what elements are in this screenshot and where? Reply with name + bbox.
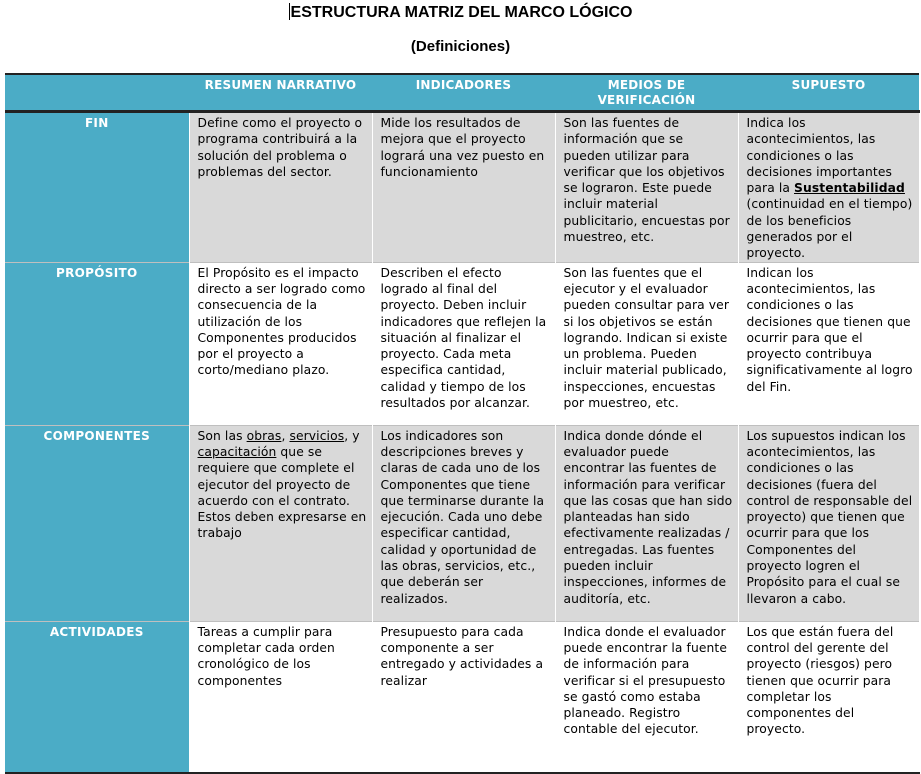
row-proposito xyxy=(5,262,919,425)
document-title xyxy=(0,3,921,22)
componentes-sep-2: , y xyxy=(344,428,360,443)
row-label-proposito: PROPÓSITO xyxy=(5,262,189,425)
componentes-servicios-term: servicios xyxy=(289,428,345,443)
text-cursor xyxy=(289,3,290,20)
row-label-actividades: ACTIVIDADES xyxy=(5,621,189,773)
cell-fin-medios: Son las fuentes de información que se pueden utilizar para verificar que los objetivos se lograron. Este puede incluir material publicitario, encuestas por muestreo, etc. xyxy=(555,112,738,263)
header-row xyxy=(5,74,919,112)
row-label-componentes: COMPONENTES xyxy=(5,425,189,621)
header-medios-verificacion: MEDIOS DE VERIFICACIÓN xyxy=(555,74,738,112)
cell-fin-supuesto xyxy=(738,112,919,263)
cell-actividades-medios: Indica donde el evaluador puede encontrar la fuente de información para verificar si el presupuesto se gastó como estaba planeado. Registro contable del ejecutor. xyxy=(555,621,738,773)
header-supuesto: SUPUESTO xyxy=(738,74,919,112)
cell-actividades-supuesto: Los que están fuera del control del gerente del proyecto (riesgos) pero tienen que ocurrir para completar los componentes del proyecto. xyxy=(738,621,919,773)
row-actividades xyxy=(5,621,919,773)
document-subtitle: (Definiciones) xyxy=(410,38,511,55)
componentes-resumen-text-a: Son las xyxy=(197,428,243,443)
cell-actividades-resumen: Tareas a cumplir para completar cada orden cronológico de los componentes xyxy=(189,621,372,773)
fin-supuesto-text-a: Indica los acontecimientos, las condiciones o las decisiones importantes para la xyxy=(746,116,892,196)
cell-fin-indicadores: Mide los resultados de mejora que el proyecto logrará una vez puesto en funcionamiento xyxy=(372,112,555,263)
header-resumen-narrativo: RESUMEN NARRATIVO xyxy=(189,74,372,112)
fin-supuesto-text-c: (continuidad en el tiempo) de los beneficios generados por el proyecto. xyxy=(746,197,913,261)
cell-componentes-resumen xyxy=(189,425,372,621)
header-indicadores: INDICADORES xyxy=(372,74,555,112)
header-blank xyxy=(5,74,189,112)
cell-componentes-medios: Indica donde dónde el evaluador puede encontrar las fuentes de información para verificar que las cosas que han sido planteadas han sido efectivamente realizadas / entregadas. Las fuentes pueden incluir inspecciones, informes de auditoría, etc. xyxy=(555,425,738,621)
cell-proposito-resumen: El Propósito es el impacto directo a ser logrado como consecuencia de la utilización de los Componentes producidos por el proyecto a corto/mediano plazo. xyxy=(189,262,372,425)
cell-proposito-indicadores: Describen el efecto logrado al final del proyecto. Deben incluir indicadores que reflejen la situación al finalizar el proyecto. Cada meta especifica cantidad, calidad y tiempo de los resultados por alcanzar. xyxy=(372,262,555,425)
row-componentes xyxy=(5,425,919,621)
componentes-capacitacion-term: capacitación xyxy=(197,444,277,459)
cell-proposito-medios: Son las fuentes que el ejecutor y el evaluador pueden consultar para ver si los objetivos se están logrando. Indican si existe un problema. Pueden incluir material publicado, inspecciones, encuestas por muestreo, etc. xyxy=(555,262,738,425)
cell-componentes-indicadores: Los indicadores son descripciones breves y claras de cada uno de los Componentes que tiene que terminarse durante la ejecución. Cada uno debe especificar cantidad, calidad y oportunidad de las obras, servicios, etc., que deberán ser realizados. xyxy=(372,425,555,621)
cell-componentes-supuesto: Los supuestos indican los acontecimientos, las condiciones o las decisiones (fuera del control de responsable del proyecto) que tienen que ocurrir para que los Componentes del proyecto logren el Propósito para el cual se llevaron a cabo. xyxy=(738,425,919,621)
cell-proposito-supuesto: Indican los acontecimientos, las condiciones o las decisiones que tienen que ocurrir para que el proyecto contribuya significativamente al logro del Fin. xyxy=(738,262,919,425)
componentes-resumen-text-b: que se requiere que complete el ejecutor del proyecto de acuerdo con el contrato. Estos deben expresarse en trabajo xyxy=(197,444,367,541)
row-fin xyxy=(5,112,919,263)
componentes-obras-term: obras xyxy=(246,428,282,443)
cell-fin-resumen: Define como el proyecto o programa contribuirá a la solución del problema o problemas del sector. xyxy=(189,112,372,263)
componentes-sep-1: , xyxy=(281,428,286,443)
row-label-fin: FIN xyxy=(5,112,189,263)
cell-actividades-indicadores: Presupuesto para cada componente a ser entregado y actividades a realizar xyxy=(372,621,555,773)
logical-framework-matrix xyxy=(5,73,920,774)
fin-supuesto-sustentabilidad: Sustentabilidad xyxy=(794,181,905,196)
document-title-text: ESTRUCTURA MATRIZ DEL MARCO LÓGICO xyxy=(290,4,633,21)
